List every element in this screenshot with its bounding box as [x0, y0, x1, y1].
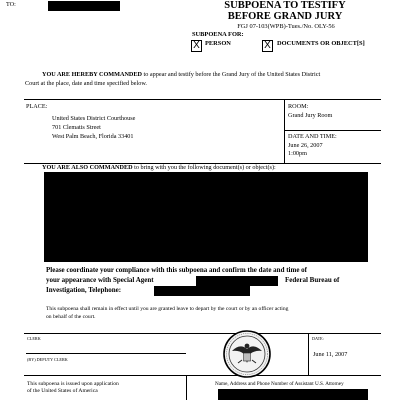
court-seal-icon — [222, 329, 272, 379]
command-line2: Court at the place, date and time specified below. — [25, 80, 147, 87]
table-top-border — [24, 99, 381, 100]
to-label: TO: — [6, 1, 16, 8]
place-line2: 701 Clematis Street — [52, 124, 101, 131]
command-paragraph — [42, 71, 320, 79]
documents-label: DOCUMENTS OR OBJECT[S] — [277, 40, 365, 47]
command-text: to appear and testify before the Grand Jury of the United States District — [141, 71, 321, 78]
also-command-paragraph — [42, 164, 276, 172]
clerk-date-divider — [308, 333, 309, 375]
date-label: DATE: — [312, 336, 324, 341]
command-lead: YOU ARE HEREBY COMMANDED — [42, 71, 142, 78]
place-line1: United States District Courthouse — [52, 115, 136, 122]
redacted-documents-list — [44, 172, 368, 262]
page-title-line2: BEFORE GRAND JURY — [227, 11, 343, 22]
place-label: PLACE: — [26, 103, 48, 110]
coordinate-line2a: your appearance with Special Agent — [46, 276, 154, 284]
attorney-label: Name, Address and Phone Number of Assistant U.S. Attorney — [215, 381, 344, 387]
time-value: 1:00pm — [288, 150, 307, 157]
issued-line2: of the United States of America — [27, 388, 98, 394]
case-number: FGJ 07-103(WPB)-Tues./No. OLY-56 — [237, 23, 335, 30]
person-checkbox[interactable]: X — [191, 40, 202, 52]
room-date-separator — [285, 130, 381, 131]
table-divider — [284, 99, 285, 163]
redacted-attorney — [218, 389, 368, 400]
redacted-telephone — [154, 286, 250, 296]
person-label: PERSON — [205, 40, 231, 47]
effect-line1: This subpoena shall remain in effect until you are granted leave to depart by the court or by an officer acting — [46, 306, 289, 312]
place-line3: West Palm Beach, Florida 33401 — [52, 133, 134, 140]
documents-checkbox[interactable]: X — [262, 40, 273, 52]
room-label: ROOM: — [288, 103, 309, 110]
coordinate-line1: Please coordinate your compliance with this subpoena and confirm the date and time of — [46, 266, 308, 274]
subpoena-for-label: SUBPOENA FOR: — [192, 31, 244, 38]
page-title-line1: SUBPOENA TO TESTIFY — [224, 0, 346, 11]
coordinate-line3: Investigation, Telephone: — [46, 286, 122, 294]
effect-line2: on behalf of the court. — [46, 314, 96, 320]
clerk-top-border — [24, 333, 381, 334]
room-value: Grand Jury Room — [288, 112, 333, 119]
issued-line1: This subpoena is issued upon application — [27, 381, 119, 387]
redacted-recipient — [48, 1, 120, 11]
date-issued: June 11, 2007 — [313, 351, 348, 358]
deputy-clerk-label: (BY) DEPUTY CLERK — [27, 357, 68, 362]
clerk-bottom-border — [24, 375, 381, 376]
footer-divider — [186, 375, 187, 400]
redacted-agent-name — [196, 276, 278, 286]
coordinate-line2b: Federal Bureau of — [285, 276, 340, 284]
clerk-label: CLERK — [27, 336, 41, 341]
also-command-lead: YOU ARE ALSO COMMANDED — [42, 164, 133, 171]
also-command-text: to bring with you the following document(s) or object(s): — [132, 164, 276, 171]
date-value: June 26, 2007 — [288, 142, 323, 149]
datetime-label: DATE AND TIME: — [288, 133, 337, 140]
signature-line — [26, 353, 186, 354]
